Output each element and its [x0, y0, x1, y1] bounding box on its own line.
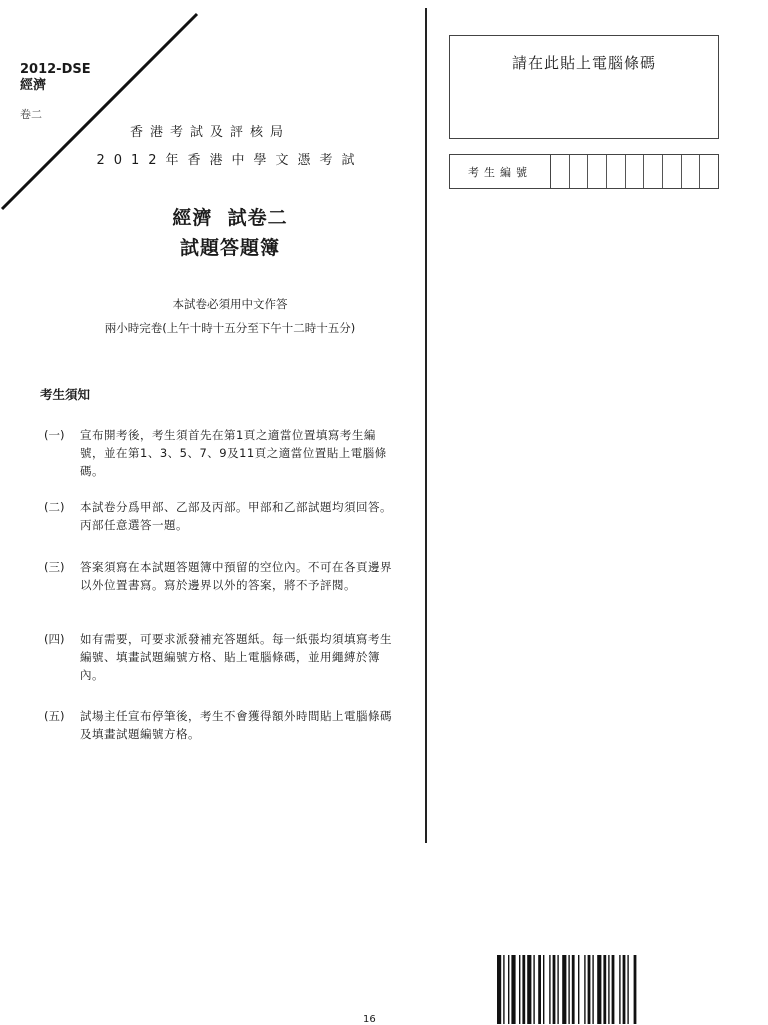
authority-name: 香港考試及評核局: [129, 125, 290, 140]
corner-header: [20, 62, 91, 94]
printed-barcode: [497, 955, 719, 1024]
margin-divider-line: [425, 8, 427, 843]
instruction-item: [44, 426, 396, 480]
instruction-text: 答案須寫在本試題答題簿中預留的空位內。不可在各頁邊界以外位置書寫。寫於邊界以外的答案，將不予評閱。: [80, 560, 392, 592]
candidate-digit-box[interactable]: [682, 155, 701, 188]
candidate-digit-box[interactable]: [644, 155, 663, 188]
candidate-digit-box[interactable]: [607, 155, 626, 188]
candidate-digit-box[interactable]: [588, 155, 607, 188]
candidate-digit-box[interactable]: [700, 155, 718, 188]
exam-code: 2012-DSE: [20, 62, 91, 77]
language-note: 本試卷必須用中文作答: [172, 297, 288, 311]
candidate-number-field[interactable]: [449, 154, 719, 189]
candidate-digit-box[interactable]: [551, 155, 570, 188]
instruction-item: [44, 707, 396, 743]
instruction-text: 如有需要，可要求派發補充答題紙。每一紙張均須填寫考生編號、填畫試題編號方格、貼上電腦條碼，並用繩縛於簿內。: [80, 632, 392, 682]
instructions-heading: 考生須知: [40, 387, 91, 402]
candidate-digit-box[interactable]: [663, 155, 682, 188]
instruction-text: 宣布開考後，考生須首先在第1頁之適當位置填寫考生編號，並在第1、3、5、7、9及11頁之適當位置貼上電腦條碼。: [80, 428, 387, 478]
instruction-number: (五): [44, 709, 65, 723]
time-note: 兩小時完卷(上午十時十五分至下午十二時十五分): [104, 321, 356, 335]
subject-name: 經濟: [20, 78, 47, 93]
instruction-item: [44, 630, 396, 684]
instruction-number: (三): [44, 560, 65, 574]
candidate-digit-box[interactable]: [570, 155, 589, 188]
exam-name: 2012年香港中學文憑考試: [96, 153, 364, 168]
instruction-number: (一): [44, 428, 65, 442]
candidate-number-label: 考生編號: [450, 155, 551, 188]
candidate-digit-box[interactable]: [626, 155, 645, 188]
paper-label: 卷二: [20, 108, 42, 121]
paper-title: 經濟 試卷二: [172, 207, 288, 229]
instruction-item: [44, 498, 396, 534]
page-number: 16: [363, 1014, 376, 1025]
barcode-sticker-label: 請在此貼上電腦條碼: [511, 54, 656, 72]
instruction-item: [44, 558, 396, 594]
paper-subtitle: 試題答題簿: [179, 237, 280, 259]
instruction-text: 試場主任宣布停筆後，考生不會獲得額外時間貼上電腦條碼及填畫試題編號方格。: [80, 709, 392, 741]
instruction-number: (四): [44, 632, 65, 646]
instruction-text: 本試卷分爲甲部、乙部及丙部。甲部和乙部試題均須回答。丙部任意選答一題。: [80, 500, 392, 532]
barcode-sticker-box[interactable]: [449, 35, 719, 139]
instruction-number: (二): [44, 500, 65, 514]
